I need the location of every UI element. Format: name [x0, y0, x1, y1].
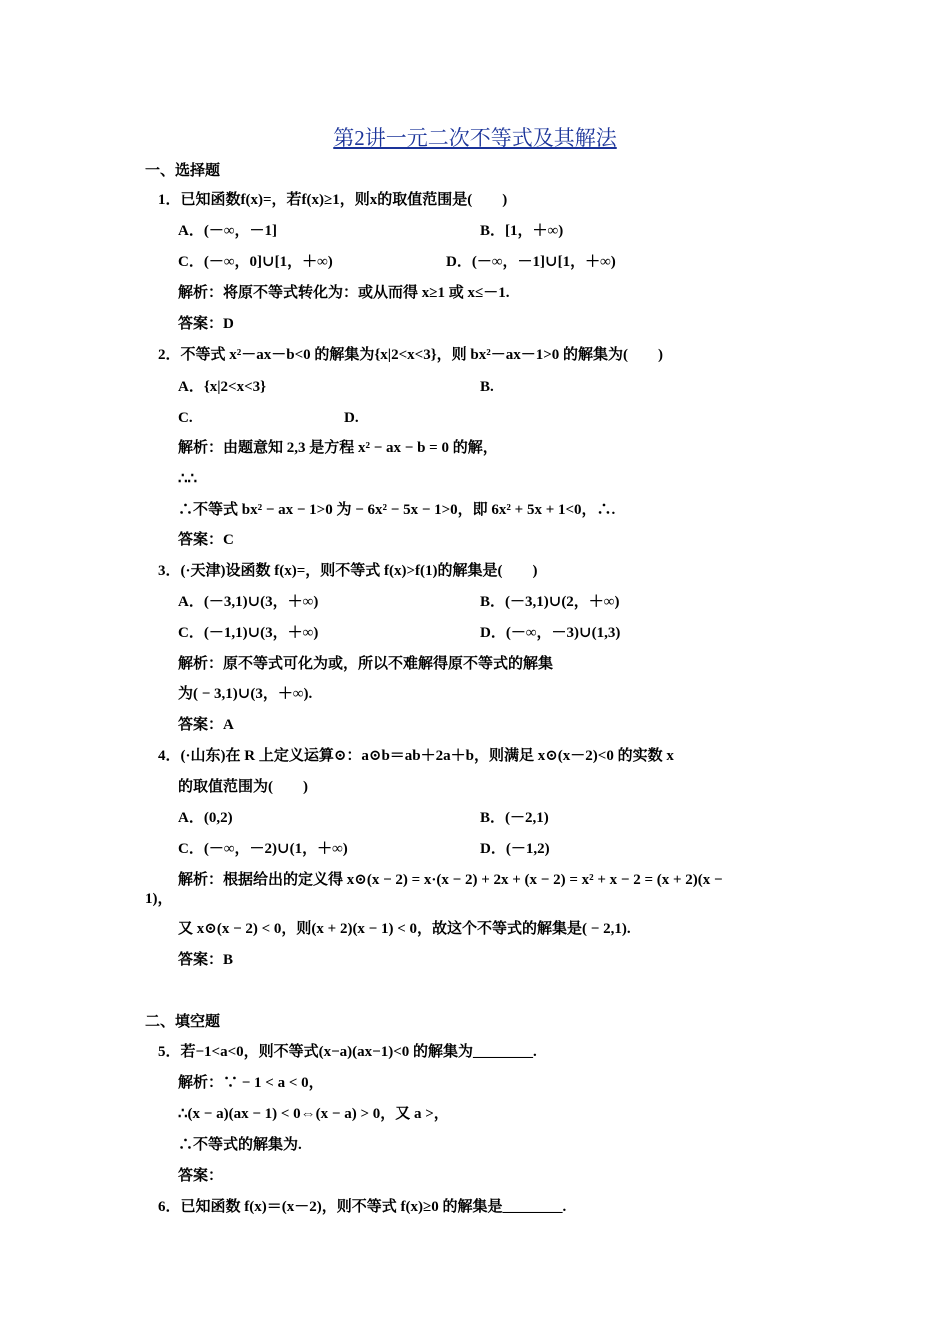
section-heading-choice: 一、选择题	[145, 163, 221, 179]
question-4-solution-line-1: 解析：根据给出的定义得 x⊙(x − 2) = x·(x − 2) + 2x + (x − 2) = x² + x − 2 = (x + 2)(x −	[178, 872, 723, 888]
question-4-line-1: 4．(·山东)在 R 上定义运算⊙：a⊙b＝ab＋2a＋b，则满足 x⊙(x－2)<0 的实数 x	[158, 748, 674, 764]
question-2-solution-line-1: 解析：由题意知 2,3 是方程 x² − ax − b = 0 的解，	[178, 440, 498, 456]
question-2-solution-line-2: ∴∴	[178, 471, 198, 487]
question-4-option-b: B．(－2,1)	[480, 810, 549, 826]
question-3-answer: 答案：A	[178, 717, 234, 733]
question-2-answer: 答案：C	[178, 532, 234, 548]
question-2-option-d: D.	[344, 410, 359, 426]
question-3-solution-line-1: 解析：原不等式可化为或，所以不难解得原不等式的解集	[178, 656, 554, 672]
question-5: 5．若−1<a<0，则不等式(x−a)(ax−1)<0 的解集为________.	[158, 1044, 537, 1060]
question-4-option-d: D．(－1,2)	[480, 841, 550, 857]
question-2-option-a: A．{x|2<x<3}	[178, 379, 267, 395]
question-4-line-2: 的取值范围为( )	[178, 779, 308, 795]
question-3-option-a: A．(－3,1)∪(3，＋∞)	[178, 594, 319, 610]
question-5-solution-line-2: ∴(x − a)(ax − 1) < 0⇔(x − a) > 0，又 a >，	[178, 1106, 449, 1122]
question-4-option-a: A．(0,2)	[178, 810, 233, 826]
question-3-option-b: B．(－3,1)∪(2，＋∞)	[480, 594, 620, 610]
section-heading-fill: 二、填空题	[145, 1014, 221, 1030]
question-5-answer: 答案：	[178, 1168, 224, 1184]
question-6: 6．已知函数 f(x)＝(x－2)，则不等式 f(x)≥0 的解集是________.	[158, 1199, 567, 1215]
question-2-option-c: C.	[178, 410, 193, 426]
question-4-option-c: C．(－∞，－2)∪(1，＋∞)	[178, 841, 348, 857]
question-2: 2．不等式 x²－ax－b<0 的解集为{x|2<x<3}，则 bx²－ax－1>0 的解集为( )	[158, 347, 663, 363]
question-4-solution-line-2: 又 x⊙(x − 2) < 0，则(x + 2)(x − 1) < 0，故这个不等式的解集是( − 2,1).	[178, 921, 631, 937]
question-3-solution-line-2: 为( − 3,1)∪(3，＋∞).	[178, 686, 313, 702]
question-4-answer: 答案：B	[178, 952, 234, 968]
question-1-solution: 解析：将原不等式转化为：或从而得 x≥1 或 x≤－1.	[178, 285, 510, 301]
question-5-solution-line-1: 解析：∵ − 1 < a < 0，	[178, 1075, 324, 1091]
question-1-answer: 答案：D	[178, 316, 234, 332]
question-3-option-d: D．(－∞，－3)∪(1,3)	[480, 625, 621, 641]
question-1-option-b: B．[1，＋∞)	[480, 223, 564, 239]
question-4-solution-line-1-wrap: 1)，	[145, 891, 173, 907]
page-title: 第2讲一元二次不等式及其解法	[333, 126, 617, 150]
question-1-option-a: A．(－∞，－1]	[178, 223, 278, 239]
question-1-option-c: C．(－∞，0]∪[1，＋∞)	[178, 254, 333, 270]
question-5-solution-line-3: ∴不等式的解集为.	[178, 1137, 302, 1153]
question-2-solution-line-3: ∴不等式 bx² − ax − 1>0 为 − 6x² − 5x − 1>0，即 6x² + 5x + 1<0，∴.	[178, 502, 616, 518]
question-1-option-d: D．(－∞，－1]∪[1，＋∞)	[446, 254, 616, 270]
question-1: 1．已知函数f(x)=，若f(x)≥1，则x的取值范围是( )	[158, 192, 508, 208]
question-2-option-b: B.	[480, 379, 494, 395]
question-3: 3．(·天津)设函数 f(x)=，则不等式 f(x)>f(1)的解集是( )	[158, 563, 538, 579]
question-3-option-c: C．(－1,1)∪(3，＋∞)	[178, 625, 319, 641]
